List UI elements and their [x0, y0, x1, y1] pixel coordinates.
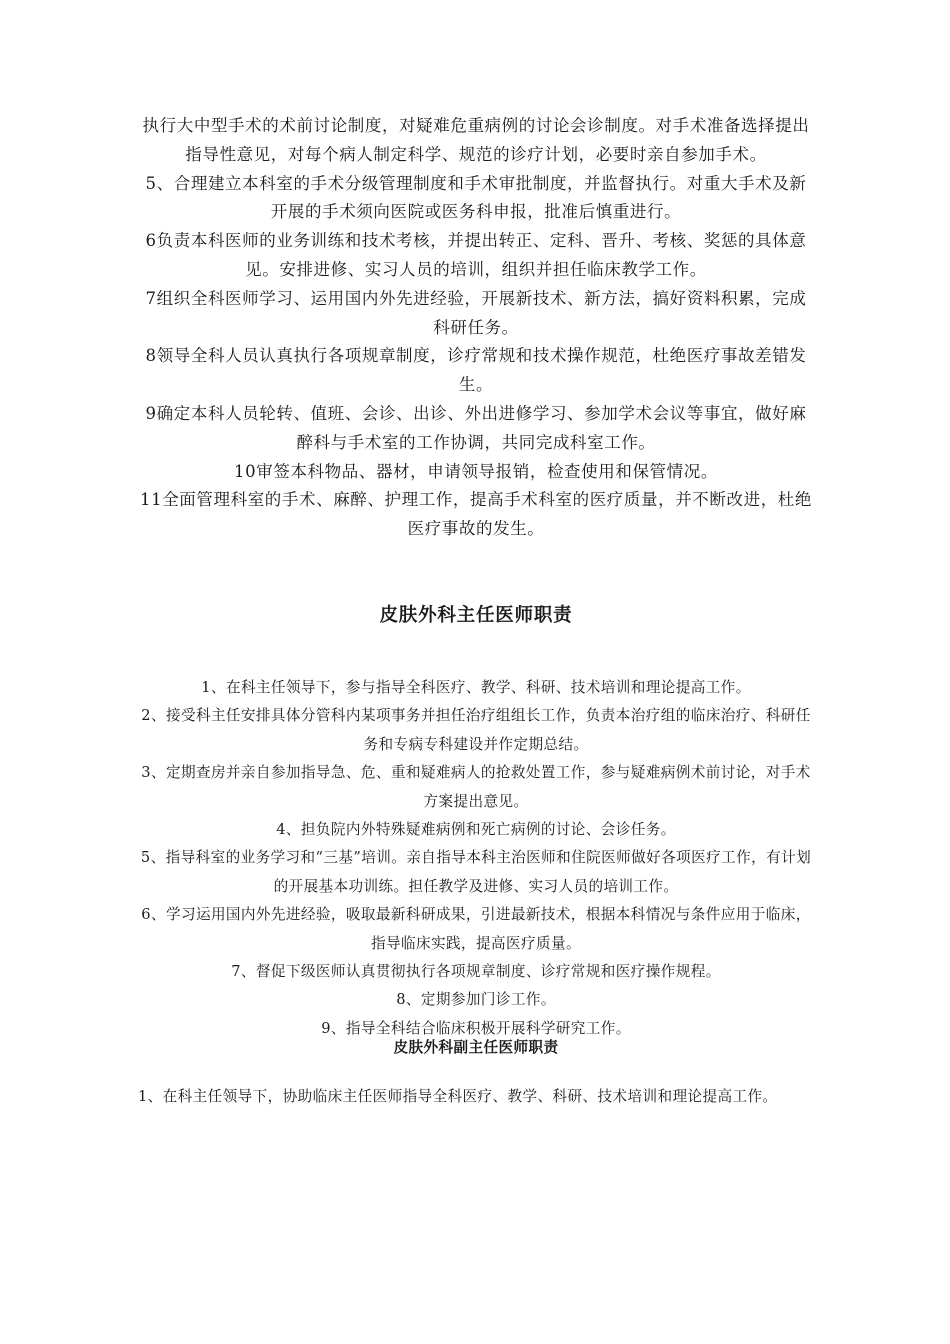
paragraph: 11全面管理科室的手术、麻醉、护理工作，提高手术科室的医疗质量，并不断改进，杜绝医疗事故的发生。	[140, 490, 812, 539]
paragraph: 7组织全科医师学习、运用国内外先进经验，开展新技术、新方法，搞好资料积累，完成科研任务。	[145, 288, 807, 337]
paragraph: 3、定期查房并亲自参加指导急、危、重和疑难病人的抢救处置工作，参与疑难病例术前讨论，对手术方案提出意见。	[141, 764, 811, 810]
paragraph: 执行大中型手术的术前讨论制度，对疑难危重病例的讨论会诊制度。对手术准备选择提出指导性意见，对每个病人制定科学、规范的诊疗计划，必要时亲自参加手术。	[142, 116, 810, 164]
paragraph: 1、在科主任领导下，协助临床主任医师指导全科医疗、教学、科研、技术培训和理论提高工作。	[138, 1088, 778, 1106]
paragraph: 8、定期参加门诊工作。	[396, 991, 556, 1009]
paragraph: 1、在科主任领导下，参与指导全科医疗、教学、科研、技术培训和理论提高工作。	[201, 678, 751, 696]
section-title-chief-physician: 皮肤外科主任医师职责	[379, 604, 573, 626]
paragraph: 8领导全科人员认真执行各项规章制度，诊疗常规和技术操作规范，杜绝医疗事故差错发生。	[145, 346, 807, 395]
section-title-associate-chief-physician: 皮肤外科副主任医师职责	[393, 1039, 559, 1057]
paragraph: 6、学习运用国内外先进经验，吸取最新科研成果，引进最新技术，根据本科情况与条件应用于临床，指导临床实践，提高医疗质量。	[141, 906, 811, 952]
paragraph: 6负责本科医师的业务训练和技术考核，并提出转正、定科、晋升、考核、奖惩的具体意见。安排进修、实习人员的培训，组织并担任临床教学工作。	[145, 231, 807, 279]
paragraph: 10审签本科物品、器材，申请领导报销，检查使用和保管情况。	[234, 461, 718, 481]
paragraph: 4、担负院内外特殊疑难病例和死亡病例的讨论、会诊任务。	[276, 820, 676, 838]
section-continued-duties	[138, 112, 814, 544]
paragraph: 2、接受科主任安排具体分管科内某项事务并担任治疗组组长工作，负责本治疗组的临床治疗、科研任务和专病专科建设并作定期总结。	[141, 707, 811, 753]
paragraph: 9、指导全科结合临床积极开展科学研究工作。	[321, 1019, 631, 1037]
paragraph: 7、督促下级医师认真贯彻执行各项规章制度、诊疗常规和医疗操作规程。	[231, 963, 721, 981]
section-chief-physician-duties	[138, 674, 814, 1043]
document-page	[138, 112, 814, 1112]
paragraph: 5、合理建立本科室的手术分级管理制度和手术审批制度，并监督执行。对重大手术及新开展的手术须向医院或医务科申报，批准后慎重进行。	[145, 173, 807, 222]
paragraph: 5、指导科室的业务学习和“三基”培训。亲自指导本科主治医师和住院医师做好各项医疗工作，有计划的开展基本功训练。担任教学及进修、实习人员的培训工作。	[140, 849, 812, 895]
section-associate-chief-physician-duties	[138, 1083, 814, 1111]
paragraph: 9确定本科人员轮转、值班、会诊、出诊、外出进修学习、参加学术会议等事宜，做好麻醉科与手术室的工作协调，共同完成科室工作。	[145, 403, 807, 452]
